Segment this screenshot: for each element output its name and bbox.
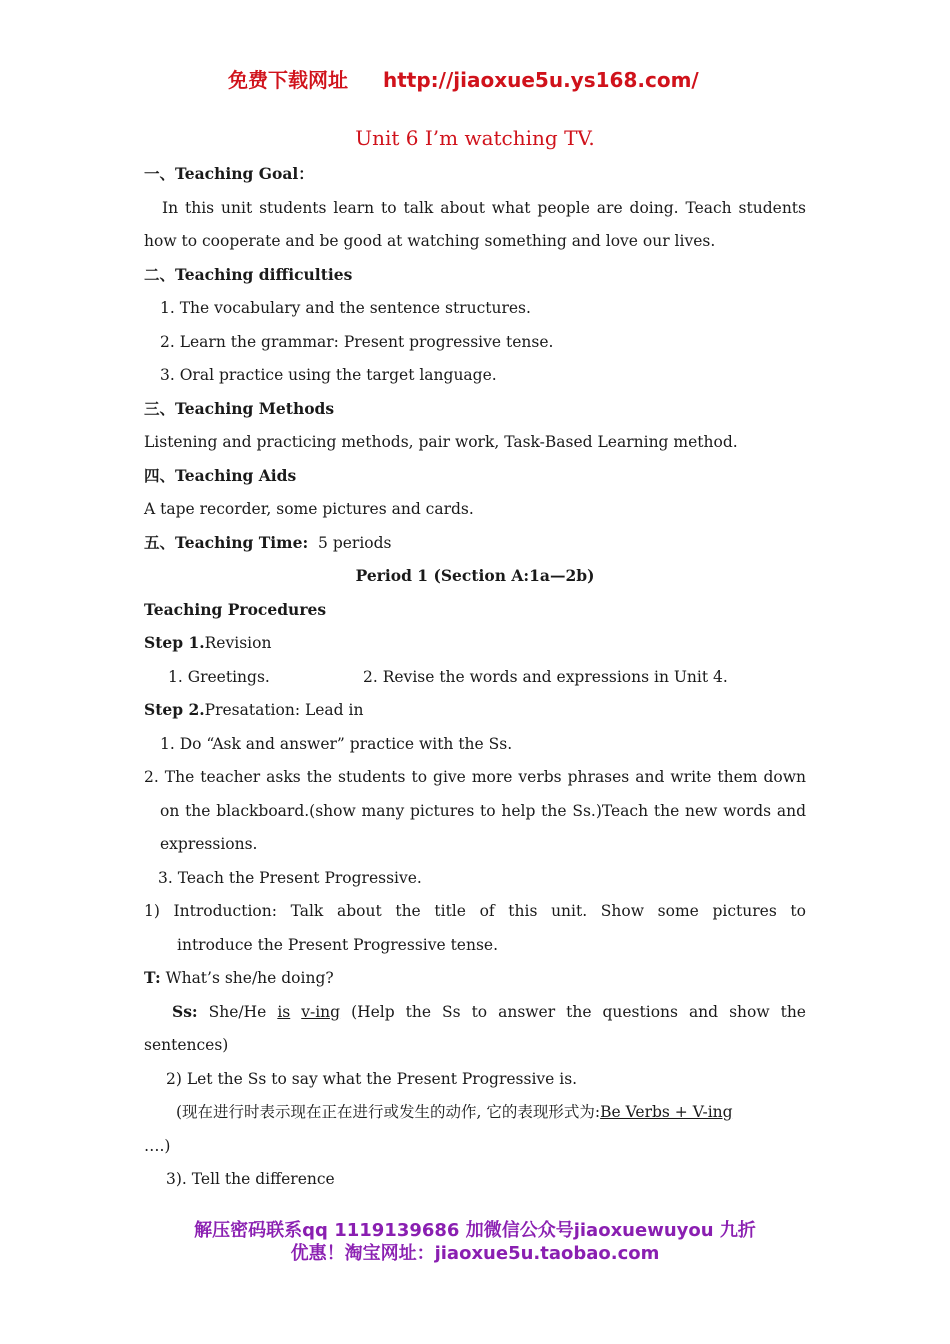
teacher-label: T: <box>144 968 161 987</box>
students-text-2: (Help the Ss to answer the questions and show the <box>351 1003 806 1021</box>
item-2b: 2) Let the Ss to say what the Present Progressive is. <box>166 1070 578 1088</box>
chinese-cont: ….) <box>144 1137 171 1155</box>
step2-row <box>144 700 363 720</box>
step2-label: Step 2. <box>144 700 205 719</box>
step1-item-1: 1. Greetings. <box>168 668 270 686</box>
goal-line-1: In this unit students learn to talk about what people are doing. Teach students <box>162 199 806 217</box>
difficulty-item-1: 1. The vocabulary and the sentence structures. <box>160 299 531 317</box>
time-heading: 五、Teaching Time: <box>144 533 309 552</box>
students-label: Ss: <box>172 1002 198 1021</box>
intro-line-1: 1) Introduction: Talk about the title of this unit. Show some pictures to <box>144 902 806 920</box>
step1-row <box>144 633 271 653</box>
step2-item-2-line-1: 2. The teacher asks the students to give more verbs phrases and write them down <box>144 768 806 786</box>
item-3b: 3). Tell the difference <box>166 1170 335 1188</box>
students-answer-line-2: sentences) <box>144 1036 229 1054</box>
header-label: 免费下载网址 <box>228 68 348 92</box>
intro-line-2: introduce the Present Progressive tense. <box>177 936 499 954</box>
students-text-1: She/He <box>208 1003 267 1021</box>
step1-text: Revision <box>204 634 272 652</box>
difficulties-heading: 二、Teaching difficulties <box>144 265 353 284</box>
period-title: Period 1 (Section A:1a—2b) <box>355 566 595 585</box>
step1-item-2: 2. Revise the words and expressions in Unit 4. <box>363 668 728 686</box>
page-title: Unit 6 I’m watching TV. <box>355 126 595 150</box>
header-url-link[interactable]: http://jiaoxue5u.ys168.com/ <box>383 68 699 92</box>
goal-line-2: how to cooperate and be good at watching something and love our lives. <box>144 232 716 250</box>
time-row <box>144 533 392 553</box>
students-underline-2: v-ing <box>301 1003 341 1021</box>
methods-heading: 三、Teaching Methods <box>144 399 335 418</box>
procedures-heading: Teaching Procedures <box>144 600 327 619</box>
chinese-text: (现在进行时表示现在正在进行或发生的动作, 它的表现形式为: <box>176 1103 601 1121</box>
footer-line-1: 解压密码联系qq 1119139686 加微信公众号jiaoxuewuyou 九折 <box>194 1220 756 1241</box>
students-underline-1: is <box>277 1003 291 1021</box>
step2-item-2-line-2: on the blackboard.(show many pictures to help the Ss.)Teach the new words and <box>160 802 806 820</box>
difficulty-item-2: 2. Learn the grammar: Present progressive tense. <box>160 333 554 351</box>
footer-line-2: 优惠！淘宝网址：jiaoxue5u.taobao.com <box>290 1243 660 1264</box>
step2-item-1: 1. Do “Ask and answer” practice with the Ss. <box>160 735 513 753</box>
difficulty-item-3: 3. Oral practice using the target language. <box>160 366 497 384</box>
goal-heading: 一、Teaching Goal： <box>144 164 314 183</box>
step2-item-2-line-3: expressions. <box>160 835 258 853</box>
students-answer <box>172 1002 806 1022</box>
methods-text: Listening and practicing methods, pair work, Task-Based Learning method. <box>144 433 738 451</box>
aids-heading: 四、Teaching Aids <box>144 466 297 485</box>
aids-text: A tape recorder, some pictures and cards. <box>144 500 474 518</box>
step1-label: Step 1. <box>144 633 205 652</box>
chinese-note <box>176 1102 733 1122</box>
teacher-text: What’s she/he doing? <box>165 969 334 987</box>
time-value: 5 periods <box>318 534 392 552</box>
teacher-question <box>144 968 334 988</box>
step2-item-3: 3. Teach the Present Progressive. <box>158 869 422 887</box>
step2-text: Presatation: Lead in <box>204 701 364 719</box>
chinese-form: Be Verbs + V-ing <box>600 1103 733 1121</box>
